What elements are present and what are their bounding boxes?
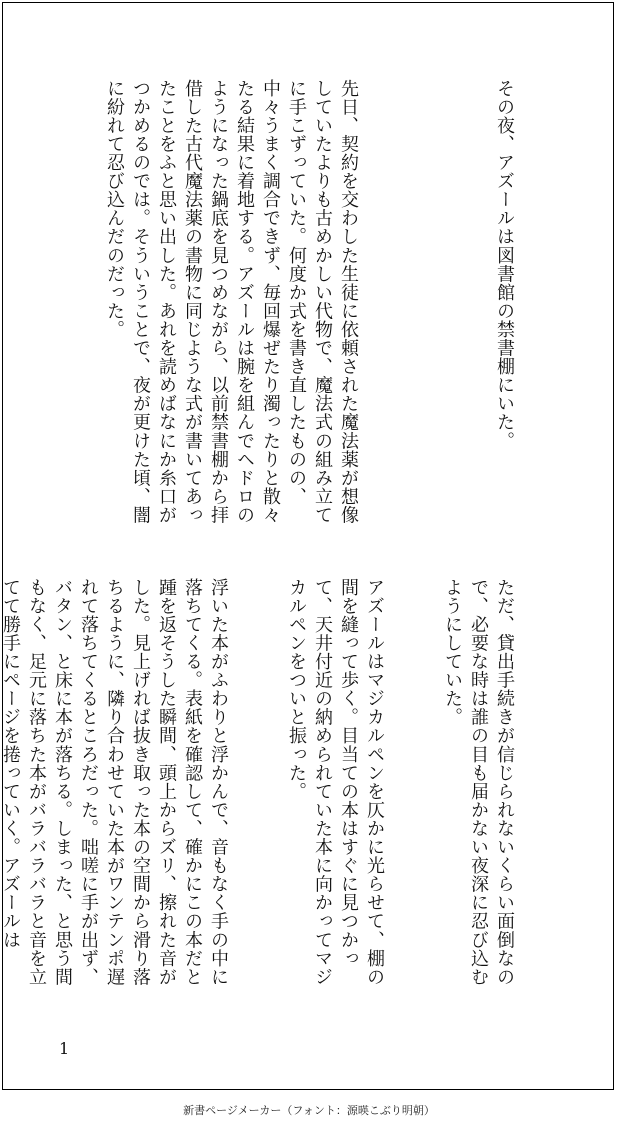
upper-text-block: [0, 79, 569, 539]
paragraph: その夜、アズールは図書館の禁書棚にいた。: [494, 79, 515, 450]
paragraph: 先日、契約を交わした生徒に依頼された魔法薬が想像していたよりも古めかしい代物で、魔法式の組み立てに手こずっていた。何度か式を書き直したものの、中々うまく調合できず、毎回爆ぜたり濁ったりと散々たる結果に着地する。アズールは腕を組んでヘドロのようになった鍋底を見つめながら、以前禁書棚から拝借した古代魔法薬の書物に同じような式が書いてあったことをふと思い出した。あれを読めばなにか糸口がつかめるのでは。そういうことで、夜が更けた頃、闇に紛れて忍び込んだのだった。: [104, 79, 359, 525]
footer-credit: 新書ページメーカー（フォント：源暎こぶり明朝）: [183, 1104, 435, 1117]
book-page: [2, 2, 614, 1090]
lower-text-block: [0, 578, 569, 988]
paragraph-gap: [413, 79, 439, 539]
paragraph: アズールはマジカルペンを仄かに光らせて、棚の間を縫って歩く。目当ての本はすぐに見つかって、天井付近の納められていた本に向かってマジカルペンをついと振った。: [286, 578, 385, 987]
paragraph-gap: [23, 79, 49, 539]
page-number: 1: [59, 1039, 70, 1058]
paragraph: ただ、貸出手続きが信じられないくらい面倒なので、必要な時は誰の目も届かない夜深に忍び込むようにしていた。: [442, 578, 515, 987]
paragraph: 浮いた本がふわりと浮かんで、音もなく手の中に落ちてくる。表紙を確認して、確かにこの本だと踵を返そうした瞬間、頭上からズリ、擦れた音がした。見上げれば抜き取った本の空間から滑り落ちるように、隣り合わせていた本がワンテンポ遅れて落ちてくるところだった。咄嗟に手が出ず、バタン、と床に本が落ちる。しまった、と思う間もなく、足元に落ちた本がバラバラバラと音を立てて勝手にページを捲っていく。アズールは: [0, 578, 229, 987]
